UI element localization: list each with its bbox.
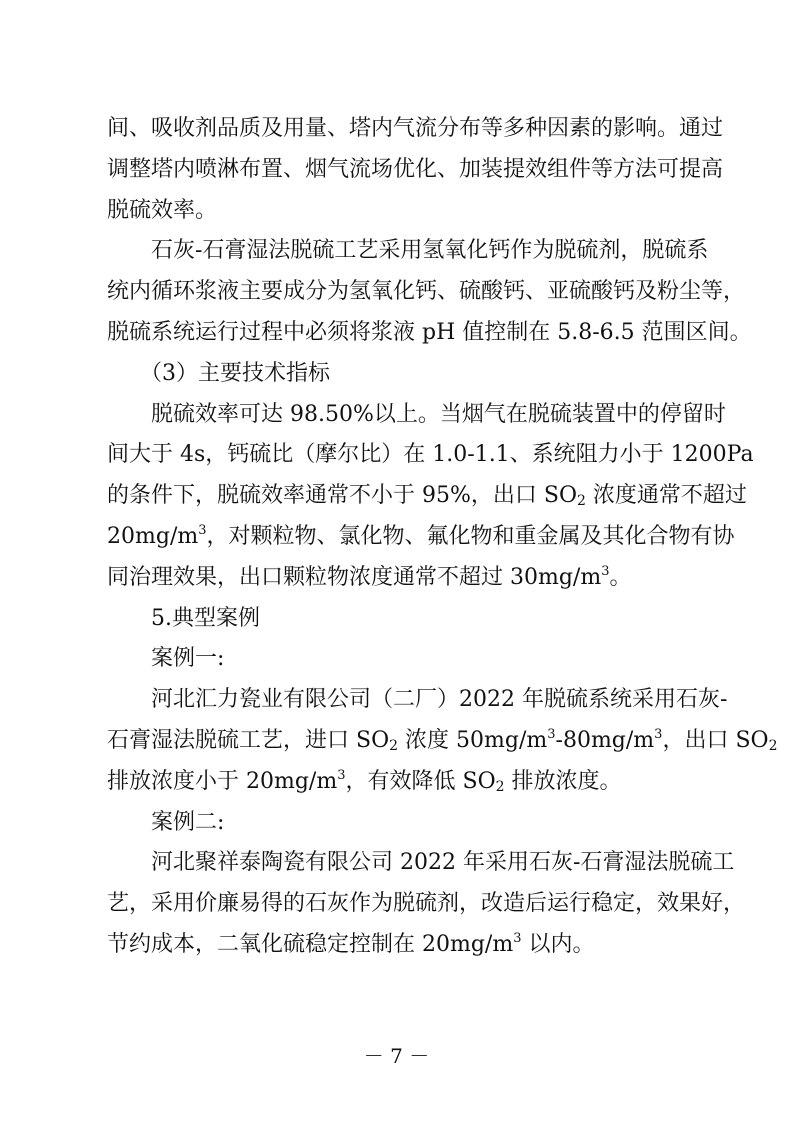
- text-line: $20mg/m^3$，对颗粒物、氯化物、氟化物和重金属及其化合物有协: [107, 523, 735, 549]
- text-line: 调整塔内喷淋布置、烟气流场优化、加装提效组件等方法可提高: [107, 157, 724, 182]
- text-line: 艺，采用价廉易得的石灰作为脱硫剂，改造后运行稳定，效果好，: [107, 891, 746, 916]
- text-line: 脱硫系统运行过程中必须将浆液 pH 值控制在 5.8-6.5 范围区间。: [107, 320, 752, 345]
- text-line: 排放浓度小于 $20mg/m^3$，有效降低 $SO_2$ 排放浓度。: [107, 768, 622, 795]
- section-heading: 5.典型案例: [151, 606, 260, 631]
- case-heading: 案例一:: [151, 646, 225, 671]
- text-line: 间大于 4s，钙硫比（摩尔比）在 1.0-1.1、系统阻力小于 1200Pa: [107, 442, 754, 467]
- text-line: 石灰-石膏湿法脱硫工艺采用氢氧化钙作为脱硫剂，脱硫系: [151, 238, 709, 263]
- text-line: 节约成本，二氧化硫稳定控制在 $20mg/m^3$ 以内。: [107, 931, 595, 957]
- text-line: 统内循环浆液主要成分为氢氧化钙、硫酸钙、亚硫酸钙及粉尘等，: [107, 279, 746, 304]
- text-line: 同治理效果，出口颗粒物浓度通常不超过 $30mg/m^3$。: [107, 564, 632, 590]
- text-line: 河北聚祥泰陶瓷有限公司 2022 年采用石灰-石膏湿法脱硫工: [151, 850, 735, 875]
- case-heading: 案例二:: [151, 810, 225, 835]
- text-line: 脱硫效率可达 98.50%以上。当烟气在脱硫装置中的停留时: [151, 402, 726, 427]
- text-line: 脱硫效率。: [107, 198, 218, 223]
- text-line: 间、吸收剂品质及用量、塔内气流分布等多种因素的影响。通过: [107, 116, 724, 141]
- text-line: 的条件下，脱硫效率通常不小于 95%，出口 $SO_2$ 浓度通常不超过: [107, 483, 747, 509]
- text-line: 石膏湿法脱硫工艺，进口 $SO_2$ 浓度 $50mg/m^3-80mg/m^3$，出口 $SO_2$: [107, 727, 778, 754]
- page-number: － 7 －: [363, 1044, 430, 1068]
- section-heading: （3）主要技术指标: [140, 361, 330, 386]
- text-line: 河北汇力瓷业有限公司（二厂）2022 年脱硫系统采用石灰-: [151, 687, 728, 712]
